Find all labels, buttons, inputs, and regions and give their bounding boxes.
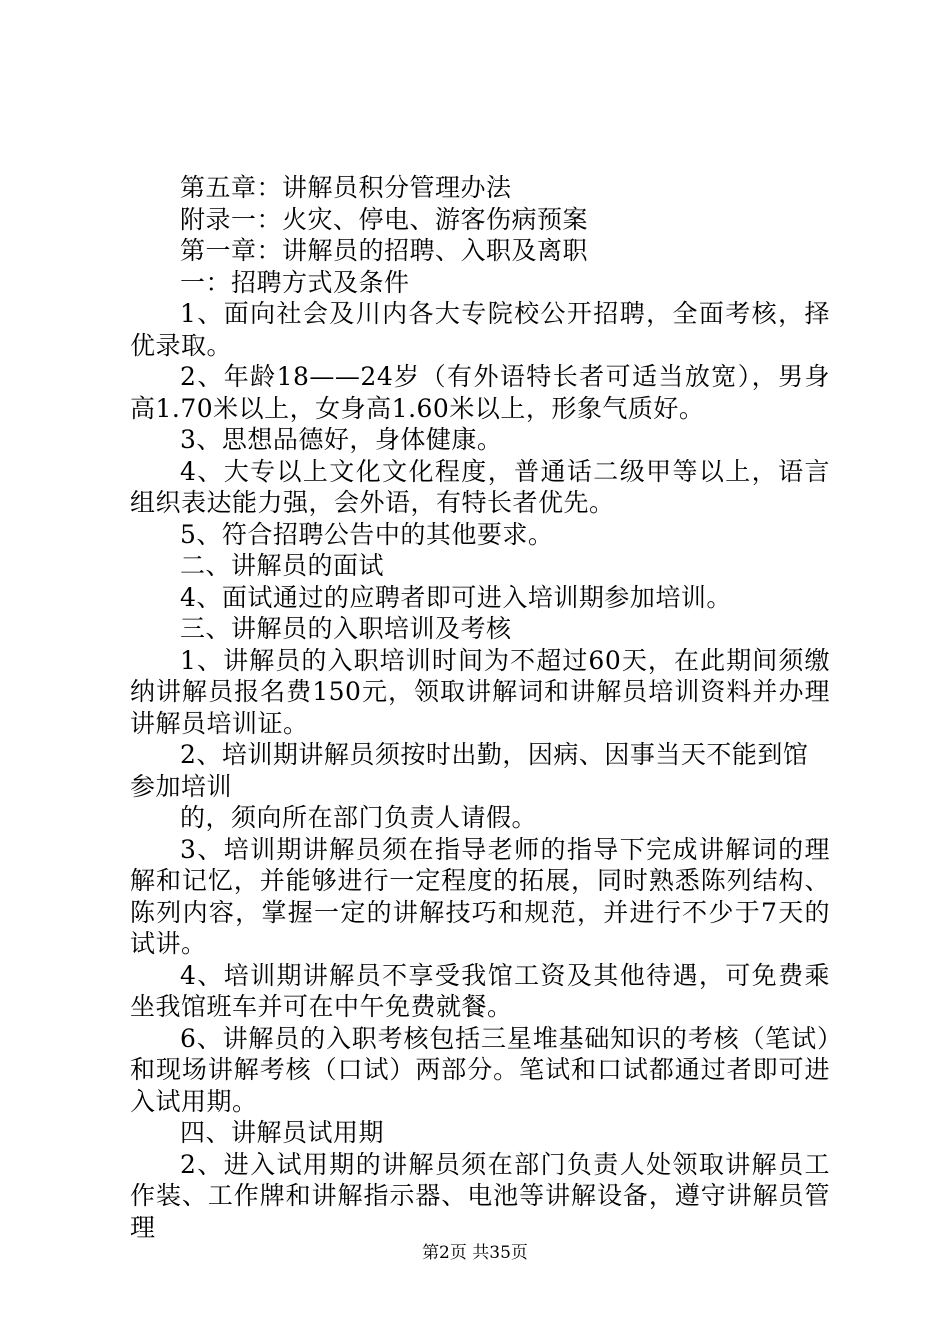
paragraph: 2、年龄18——24岁（有外语特长者可适当放宽），男身高1.70米以上，女身高1.60米以上，形象气质好。 xyxy=(130,362,830,423)
paragraph: 3、培训期讲解员须在指导老师的指导下完成讲解词的理解和记忆，并能够进行一定程度的拓展，同时熟悉陈列结构、陈列内容，掌握一定的讲解技巧和规范，并进行不少于7天的试讲。 xyxy=(130,834,830,958)
page-number-footer: 第2页 共35页 xyxy=(422,1243,528,1263)
paragraph: 4、面试通过的应聘者即可进入培训期参加培训。 xyxy=(180,582,732,612)
paragraph: 2、培训期讲解员须按时出勤，因病、因事当天不能到馆参加培训 xyxy=(130,740,809,801)
section-heading-training: 三、讲解员的入职培训及考核 xyxy=(180,614,512,643)
paragraph: 2、进入试用期的讲解员须在部门负责人处领取讲解员工作装、工作牌和讲解指示器、电池等讲解设备，遵守讲解员管理 xyxy=(130,1149,830,1242)
section-heading-recruitment: 一：招聘方式及条件 xyxy=(180,267,410,297)
paragraph: 1、讲解员的入职培训时间为不超过60天，在此期间须缴纳讲解员报名费150元，领取讲解词和讲解员培训资料并办理讲解员培训证。 xyxy=(130,645,830,738)
paragraph: 6、讲解员的入职考核包括三星堆基础知识的考核（笔试）和现场讲解考核（口试）两部分。笔试和口试都通过者即可进入试用期。 xyxy=(130,1023,830,1116)
section-heading-interview: 二、讲解员的面试 xyxy=(180,551,385,580)
paragraph: 的，须向所在部门负责人请假。 xyxy=(180,803,538,832)
paragraph-toc-appendix-1: 附录一：火灾、停电、游客伤病预案 xyxy=(180,204,589,234)
paragraph: 5、符合招聘公告中的其他要求。 xyxy=(180,519,554,549)
document-body xyxy=(130,172,830,1243)
section-heading-probation: 四、讲解员试用期 xyxy=(180,1118,385,1147)
paragraph: 4、大专以上文化文化程度，普通话二级甲等以上，语言组织表达能力强，会外语，有特长者优先。 xyxy=(130,456,830,517)
chapter-1-heading: 第一章：讲解员的招聘、入职及离职 xyxy=(180,236,589,265)
paragraph: 4、培训期讲解员不享受我馆工资及其他待遇，可免费乘坐我馆班车并可在中午免费就餐。 xyxy=(130,960,830,1021)
paragraph: 3、思想品德好，身体健康。 xyxy=(180,425,503,454)
paragraph: 1、面向社会及川内各大专院校公开招聘，全面考核，择优录取。 xyxy=(130,299,830,360)
paragraph-toc-chapter-5: 第五章：讲解员积分管理办法 xyxy=(180,173,512,202)
